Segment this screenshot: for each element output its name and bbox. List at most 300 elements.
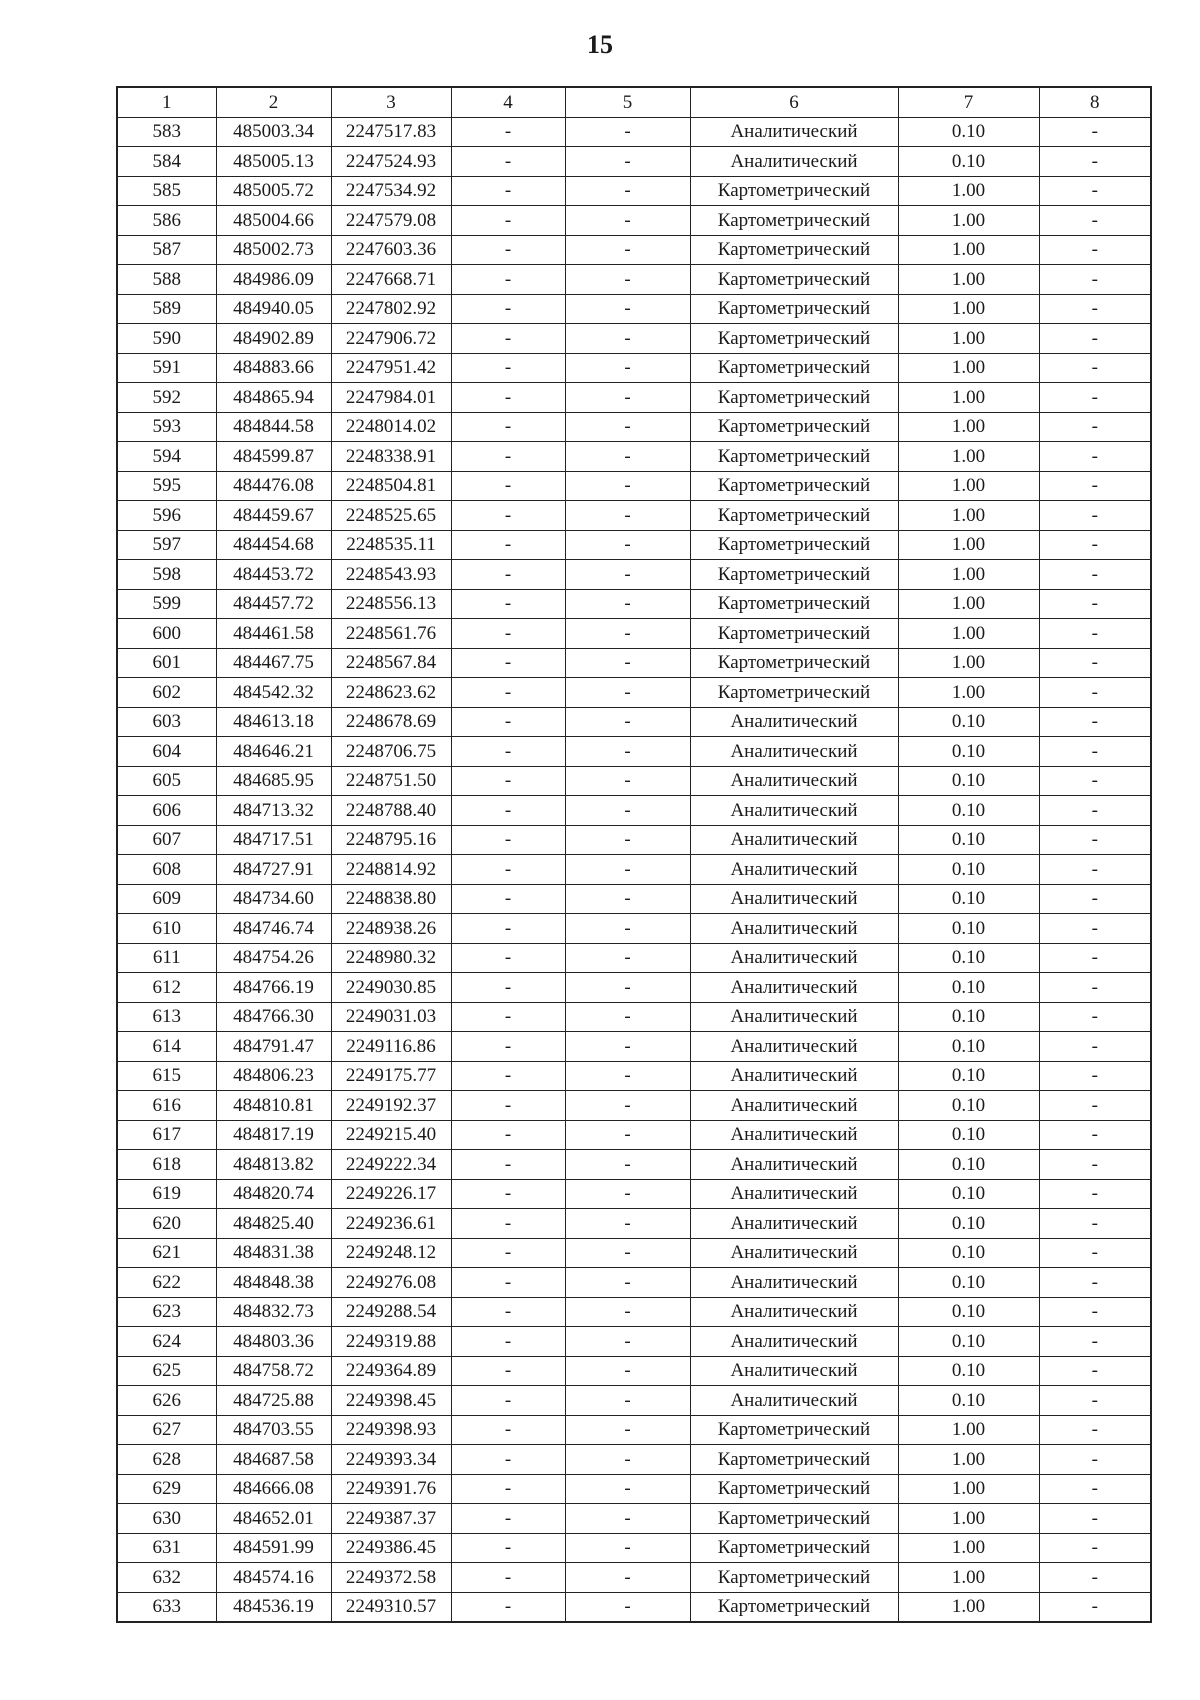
coordinate-y: 2248678.69 [331,707,451,737]
col-5-value: - [565,1386,690,1416]
col-5-value: - [565,176,690,206]
col-5-value: - [565,973,690,1003]
col-4-value: - [451,1150,565,1180]
col-8-value: - [1039,1002,1151,1032]
point-number: 609 [117,884,216,914]
method-cell: Картометрический [690,1533,898,1563]
col-8-value: - [1039,442,1151,472]
method-cell: Картометрический [690,1504,898,1534]
coordinate-x: 484685.95 [216,766,331,796]
table-row [117,1415,1151,1445]
col-8-value: - [1039,1238,1151,1268]
table-row [117,707,1151,737]
method-cell: Аналитический [690,1179,898,1209]
coordinate-x: 484832.73 [216,1297,331,1327]
col-8-value: - [1039,1415,1151,1445]
method-cell: Картометрический [690,353,898,383]
table-row [117,501,1151,531]
coordinate-x: 484542.32 [216,678,331,708]
col-8-value: - [1039,855,1151,885]
col-5-value: - [565,501,690,531]
col-8-value: - [1039,147,1151,177]
method-cell: Картометрический [690,176,898,206]
coordinate-x: 484758.72 [216,1356,331,1386]
coordinate-x: 485004.66 [216,206,331,236]
method-cell: Картометрический [690,412,898,442]
col-5-value: - [565,1445,690,1475]
column-header: 7 [898,87,1039,117]
coordinate-y: 2249222.34 [331,1150,451,1180]
method-cell: Аналитический [690,1032,898,1062]
accuracy-cell: 1.00 [898,1533,1039,1563]
coordinate-x: 485005.72 [216,176,331,206]
method-cell: Аналитический [690,914,898,944]
coordinate-y: 2247802.92 [331,294,451,324]
accuracy-cell: 1.00 [898,648,1039,678]
coordinate-x: 484902.89 [216,324,331,354]
col-4-value: - [451,501,565,531]
coordinate-y: 2249387.37 [331,1504,451,1534]
accuracy-cell: 0.10 [898,1179,1039,1209]
col-8-value: - [1039,1504,1151,1534]
col-4-value: - [451,1238,565,1268]
accuracy-cell: 1.00 [898,265,1039,295]
accuracy-cell: 0.10 [898,1356,1039,1386]
col-5-value: - [565,265,690,295]
col-5-value: - [565,147,690,177]
accuracy-cell: 1.00 [898,383,1039,413]
col-5-value: - [565,1504,690,1534]
column-header: 8 [1039,87,1151,117]
method-cell: Картометрический [690,619,898,649]
table-row [117,1061,1151,1091]
col-5-value: - [565,943,690,973]
table-row [117,235,1151,265]
coordinate-y: 2248938.26 [331,914,451,944]
col-4-value: - [451,648,565,678]
coordinate-y: 2249398.93 [331,1415,451,1445]
col-8-value: - [1039,353,1151,383]
col-4-value: - [451,383,565,413]
accuracy-cell: 0.10 [898,737,1039,767]
accuracy-cell: 0.10 [898,1002,1039,1032]
table-row [117,206,1151,236]
coordinate-x: 484766.30 [216,1002,331,1032]
coordinate-x: 484820.74 [216,1179,331,1209]
coordinate-y: 2248561.76 [331,619,451,649]
table-row [117,1356,1151,1386]
col-5-value: - [565,766,690,796]
col-5-value: - [565,530,690,560]
coordinate-x: 484734.60 [216,884,331,914]
table-row [117,1327,1151,1357]
coordinate-x: 485002.73 [216,235,331,265]
coordinate-x: 484831.38 [216,1238,331,1268]
coordinate-x: 484713.32 [216,796,331,826]
table-row [117,1238,1151,1268]
coordinate-x: 484817.19 [216,1120,331,1150]
col-5-value: - [565,1533,690,1563]
col-4-value: - [451,353,565,383]
col-4-value: - [451,560,565,590]
col-5-value: - [565,471,690,501]
method-cell: Картометрический [690,1563,898,1593]
coordinate-y: 2249215.40 [331,1120,451,1150]
table-row [117,737,1151,767]
col-8-value: - [1039,1268,1151,1298]
method-cell: Картометрический [690,265,898,295]
accuracy-cell: 1.00 [898,442,1039,472]
col-4-value: - [451,766,565,796]
coordinate-y: 2249398.45 [331,1386,451,1416]
table-row [117,1091,1151,1121]
table-row [117,412,1151,442]
col-4-value: - [451,412,565,442]
method-cell: Аналитический [690,855,898,885]
coordinate-y: 2248788.40 [331,796,451,826]
coordinate-y: 2249226.17 [331,1179,451,1209]
col-5-value: - [565,1415,690,1445]
coordinate-x: 484646.21 [216,737,331,767]
point-number: 602 [117,678,216,708]
col-4-value: - [451,442,565,472]
point-number: 593 [117,412,216,442]
coordinate-x: 485005.13 [216,147,331,177]
coordinate-x: 484810.81 [216,1091,331,1121]
col-8-value: - [1039,737,1151,767]
col-8-value: - [1039,973,1151,1003]
point-number: 605 [117,766,216,796]
point-number: 630 [117,1504,216,1534]
accuracy-cell: 1.00 [898,1474,1039,1504]
point-number: 610 [117,914,216,944]
coordinate-y: 2248980.32 [331,943,451,973]
col-8-value: - [1039,619,1151,649]
col-8-value: - [1039,1474,1151,1504]
table-row [117,678,1151,708]
coordinate-y: 2248556.13 [331,589,451,619]
method-cell: Аналитический [690,1238,898,1268]
accuracy-cell: 0.10 [898,1238,1039,1268]
table-row [117,943,1151,973]
col-4-value: - [451,1415,565,1445]
table-row [117,117,1151,147]
coordinate-y: 2249236.61 [331,1209,451,1239]
point-number: 632 [117,1563,216,1593]
col-8-value: - [1039,648,1151,678]
coordinate-x: 484825.40 [216,1209,331,1239]
point-number: 598 [117,560,216,590]
point-number: 603 [117,707,216,737]
point-number: 617 [117,1120,216,1150]
col-5-value: - [565,619,690,649]
coordinate-y: 2247668.71 [331,265,451,295]
column-header: 4 [451,87,565,117]
table-row [117,619,1151,649]
table-row [117,1445,1151,1475]
method-cell: Аналитический [690,884,898,914]
method-cell: Картометрический [690,560,898,590]
col-4-value: - [451,117,565,147]
col-8-value: - [1039,117,1151,147]
col-4-value: - [451,1179,565,1209]
point-number: 622 [117,1268,216,1298]
method-cell: Картометрический [690,383,898,413]
col-8-value: - [1039,796,1151,826]
col-5-value: - [565,1238,690,1268]
method-cell: Аналитический [690,1061,898,1091]
col-4-value: - [451,825,565,855]
coordinate-y: 2249175.77 [331,1061,451,1091]
table-row [117,825,1151,855]
table-row [117,766,1151,796]
column-header: 6 [690,87,898,117]
coordinate-x: 484806.23 [216,1061,331,1091]
accuracy-cell: 1.00 [898,176,1039,206]
coordinate-y: 2248338.91 [331,442,451,472]
coordinate-y: 2247524.93 [331,147,451,177]
col-5-value: - [565,294,690,324]
accuracy-cell: 0.10 [898,1297,1039,1327]
col-4-value: - [451,530,565,560]
table-body [117,117,1151,1622]
coordinate-y: 2248543.93 [331,560,451,590]
coordinate-y: 2248567.84 [331,648,451,678]
point-number: 612 [117,973,216,1003]
table-row [117,1209,1151,1239]
col-8-value: - [1039,501,1151,531]
method-cell: Аналитический [690,973,898,1003]
table-row [117,855,1151,885]
col-4-value: - [451,1474,565,1504]
coordinate-x: 484754.26 [216,943,331,973]
table-row [117,1386,1151,1416]
point-number: 592 [117,383,216,413]
accuracy-cell: 0.10 [898,147,1039,177]
point-number: 607 [117,825,216,855]
point-number: 618 [117,1150,216,1180]
method-cell: Аналитический [690,147,898,177]
point-number: 585 [117,176,216,206]
point-number: 591 [117,353,216,383]
col-5-value: - [565,737,690,767]
coordinate-x: 484476.08 [216,471,331,501]
coordinate-x: 484848.38 [216,1268,331,1298]
table-row [117,560,1151,590]
table-row [117,914,1151,944]
accuracy-cell: 1.00 [898,206,1039,236]
col-5-value: - [565,855,690,885]
table-row [117,1179,1151,1209]
coordinate-x: 485003.34 [216,117,331,147]
col-4-value: - [451,206,565,236]
coordinate-y: 2249310.57 [331,1592,451,1622]
col-8-value: - [1039,1386,1151,1416]
coordinate-y: 2247534.92 [331,176,451,206]
point-number: 601 [117,648,216,678]
col-4-value: - [451,471,565,501]
col-8-value: - [1039,265,1151,295]
accuracy-cell: 0.10 [898,766,1039,796]
col-8-value: - [1039,1061,1151,1091]
method-cell: Аналитический [690,117,898,147]
col-4-value: - [451,176,565,206]
col-8-value: - [1039,1179,1151,1209]
point-number: 629 [117,1474,216,1504]
point-number: 614 [117,1032,216,1062]
point-number: 633 [117,1592,216,1622]
coordinate-y: 2248751.50 [331,766,451,796]
coordinate-y: 2249391.76 [331,1474,451,1504]
point-number: 608 [117,855,216,885]
col-8-value: - [1039,1120,1151,1150]
col-8-value: - [1039,1150,1151,1180]
coordinate-y: 2247951.42 [331,353,451,383]
accuracy-cell: 1.00 [898,1504,1039,1534]
accuracy-cell: 1.00 [898,530,1039,560]
method-cell: Аналитический [690,737,898,767]
accuracy-cell: 1.00 [898,1445,1039,1475]
table-header-row [117,87,1151,117]
coordinate-x: 484666.08 [216,1474,331,1504]
accuracy-cell: 0.10 [898,825,1039,855]
col-8-value: - [1039,560,1151,590]
coordinate-y: 2249116.86 [331,1032,451,1062]
col-5-value: - [565,442,690,472]
coordinate-y: 2247517.83 [331,117,451,147]
accuracy-cell: 0.10 [898,943,1039,973]
col-5-value: - [565,1150,690,1180]
coordinate-x: 484454.68 [216,530,331,560]
col-4-value: - [451,1504,565,1534]
accuracy-cell: 1.00 [898,353,1039,383]
coordinates-table [116,86,1152,1623]
point-number: 594 [117,442,216,472]
col-5-value: - [565,1474,690,1504]
coordinate-y: 2247984.01 [331,383,451,413]
table-row [117,1120,1151,1150]
coordinate-x: 484717.51 [216,825,331,855]
method-cell: Аналитический [690,707,898,737]
method-cell: Аналитический [690,766,898,796]
table-row [117,973,1151,1003]
method-cell: Картометрический [690,442,898,472]
point-number: 596 [117,501,216,531]
method-cell: Картометрический [690,235,898,265]
coordinate-x: 484687.58 [216,1445,331,1475]
table-row [117,1002,1151,1032]
accuracy-cell: 0.10 [898,796,1039,826]
point-number: 586 [117,206,216,236]
coordinate-x: 484467.75 [216,648,331,678]
col-8-value: - [1039,383,1151,413]
table-row [117,1504,1151,1534]
coordinate-y: 2248814.92 [331,855,451,885]
point-number: 619 [117,1179,216,1209]
coordinate-x: 484652.01 [216,1504,331,1534]
accuracy-cell: 1.00 [898,501,1039,531]
method-cell: Картометрический [690,206,898,236]
accuracy-cell: 0.10 [898,1091,1039,1121]
coordinate-x: 484986.09 [216,265,331,295]
coordinate-x: 484803.36 [216,1327,331,1357]
col-8-value: - [1039,294,1151,324]
coordinate-x: 484703.55 [216,1415,331,1445]
col-8-value: - [1039,678,1151,708]
method-cell: Картометрический [690,294,898,324]
col-5-value: - [565,796,690,826]
col-8-value: - [1039,707,1151,737]
col-4-value: - [451,1445,565,1475]
coordinate-y: 2248504.81 [331,471,451,501]
col-8-value: - [1039,471,1151,501]
accuracy-cell: 0.10 [898,117,1039,147]
table-row [117,1563,1151,1593]
coordinate-x: 484844.58 [216,412,331,442]
method-cell: Картометрический [690,1415,898,1445]
coordinate-x: 484865.94 [216,383,331,413]
col-8-value: - [1039,530,1151,560]
col-4-value: - [451,589,565,619]
accuracy-cell: 1.00 [898,324,1039,354]
col-4-value: - [451,265,565,295]
col-4-value: - [451,619,565,649]
method-cell: Аналитический [690,1327,898,1357]
accuracy-cell: 1.00 [898,412,1039,442]
point-number: 627 [117,1415,216,1445]
col-4-value: - [451,1563,565,1593]
col-8-value: - [1039,589,1151,619]
table-row [117,383,1151,413]
point-number: 587 [117,235,216,265]
col-8-value: - [1039,914,1151,944]
col-4-value: - [451,737,565,767]
method-cell: Картометрический [690,1474,898,1504]
col-5-value: - [565,1002,690,1032]
point-number: 616 [117,1091,216,1121]
col-4-value: - [451,1268,565,1298]
method-cell: Аналитический [690,1386,898,1416]
col-5-value: - [565,1563,690,1593]
accuracy-cell: 0.10 [898,1327,1039,1357]
col-4-value: - [451,884,565,914]
col-5-value: - [565,206,690,236]
point-number: 624 [117,1327,216,1357]
coordinate-x: 484813.82 [216,1150,331,1180]
col-5-value: - [565,353,690,383]
point-number: 589 [117,294,216,324]
col-4-value: - [451,1533,565,1563]
coordinate-x: 484940.05 [216,294,331,324]
coordinate-y: 2248525.65 [331,501,451,531]
col-5-value: - [565,383,690,413]
method-cell: Картометрический [690,501,898,531]
point-number: 625 [117,1356,216,1386]
method-cell: Аналитический [690,1209,898,1239]
point-number: 628 [117,1445,216,1475]
col-8-value: - [1039,324,1151,354]
col-4-value: - [451,147,565,177]
table-row [117,796,1151,826]
method-cell: Картометрический [690,530,898,560]
page-number: 15 [587,30,613,59]
column-header: 3 [331,87,451,117]
col-5-value: - [565,1297,690,1327]
table-row [117,442,1151,472]
accuracy-cell: 0.10 [898,884,1039,914]
col-5-value: - [565,1179,690,1209]
col-8-value: - [1039,412,1151,442]
